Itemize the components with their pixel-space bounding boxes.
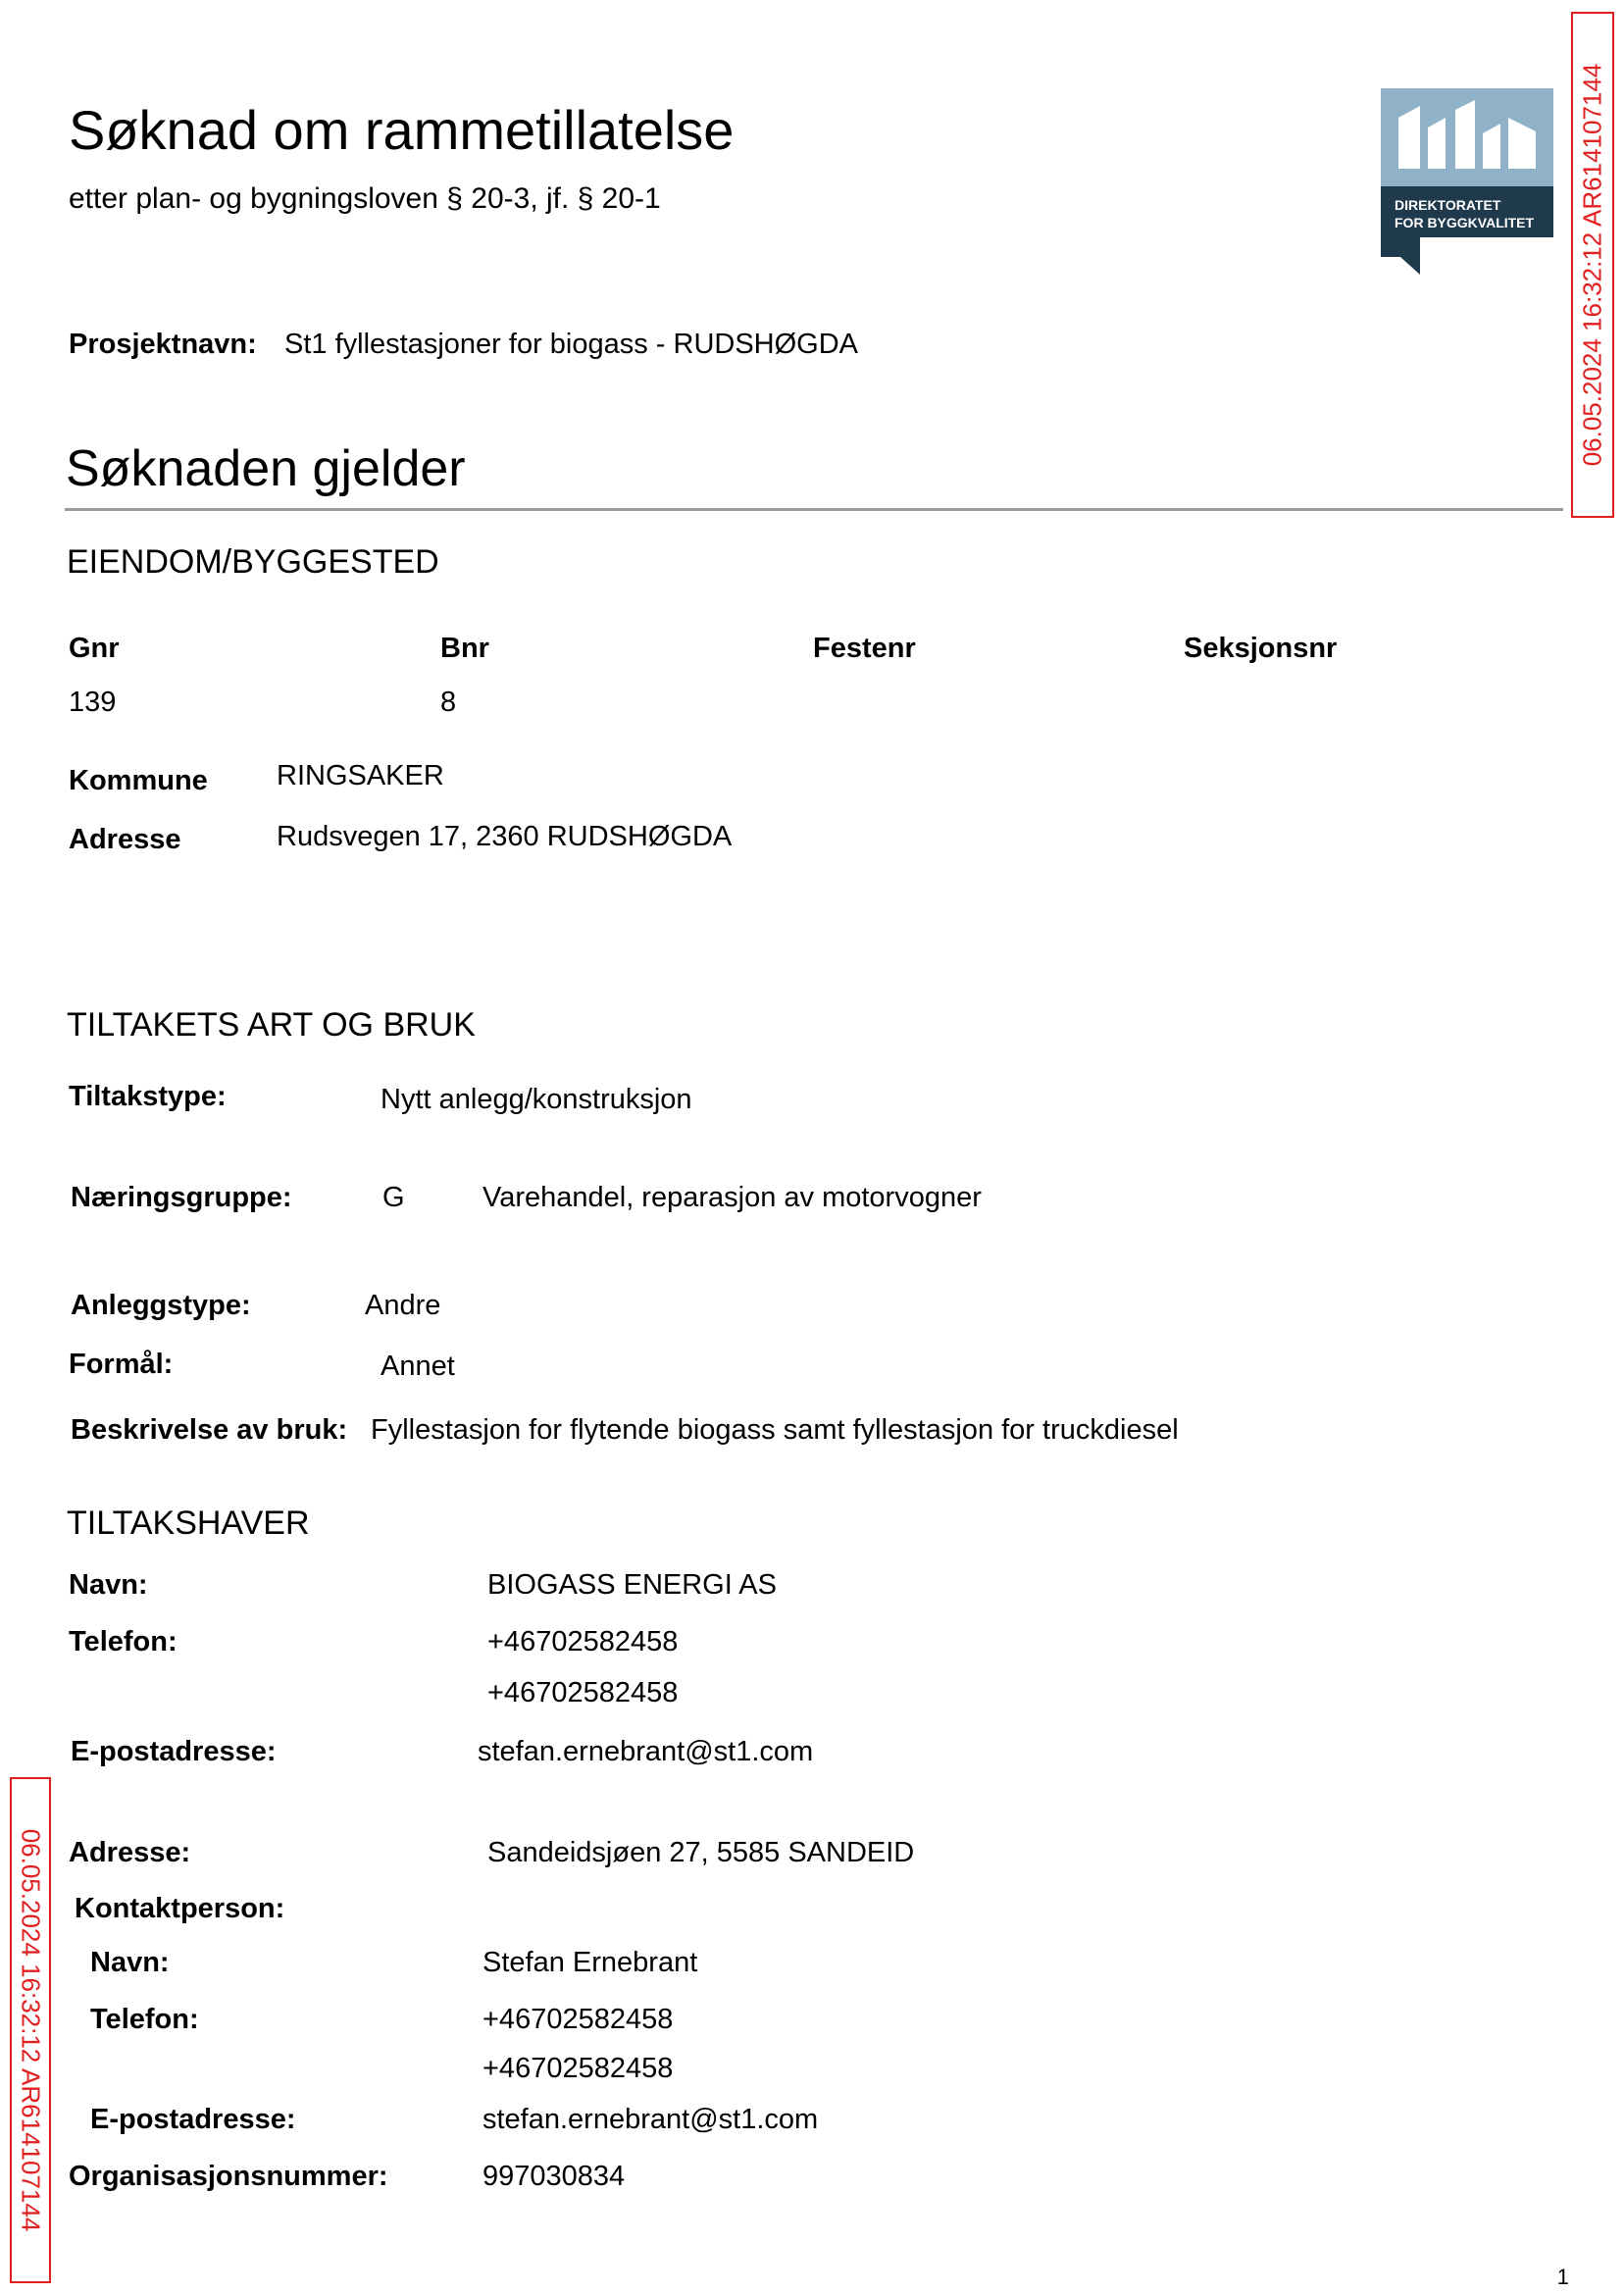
naering-code: G	[382, 1182, 405, 1213]
telefon-label: Telefon:	[69, 1626, 178, 1657]
kommune-label: Kommune	[69, 765, 208, 796]
logo-line2: FOR BYGGKVALITET	[1395, 215, 1535, 230]
tiltakstype-value: Nytt anlegg/konstruksjon	[381, 1084, 692, 1115]
navn-value: BIOGASS ENERGI AS	[487, 1569, 777, 1601]
eiendom-heading: EIENDOM/BYGGESTED	[67, 543, 439, 581]
naering-value: Varehandel, reparasjon av motorvogner	[482, 1182, 982, 1213]
epost-value: stefan.ernebrant@st1.com	[478, 1736, 814, 1767]
org-value: 997030834	[482, 2161, 626, 2192]
th-adresse-label: Adresse:	[69, 1837, 191, 1868]
kontakt-navn-value: Stefan Ernebrant	[482, 1947, 698, 1978]
page-number: 1	[1556, 2265, 1569, 2289]
kontakt-telefon-label: Telefon:	[90, 2004, 199, 2035]
navn-label: Navn:	[69, 1569, 148, 1601]
kommune-value: RINGSAKER	[277, 760, 444, 791]
kontaktperson-label: Kontaktperson:	[75, 1893, 285, 1924]
bruk-label: Beskrivelse av bruk:	[71, 1414, 348, 1446]
th-adresse-value: Sandeidsjøen 27, 5585 SANDEID	[487, 1837, 915, 1868]
bnr-value: 8	[440, 687, 457, 718]
logo-line1: DIREKTORATET	[1395, 197, 1501, 213]
project-name: St1 fyllestasjoner for biogass - RUDSHØGDA	[284, 329, 859, 360]
bruk-value: Fyllestasjon for flytende biogass samt fyllestasjon for truckdiesel	[371, 1414, 1179, 1446]
kontakt-telefon-value-1: +46702582458	[482, 2004, 674, 2035]
timestamp-stamp-top	[1571, 12, 1614, 518]
kontakt-navn-label: Navn:	[90, 1947, 170, 1978]
org-label: Organisasjonsnummer:	[69, 2161, 388, 2192]
anleggstype-label: Anleggstype:	[71, 1290, 251, 1321]
page-subtitle: etter plan- og bygningsloven § 20-3, jf. § 20-1	[69, 182, 661, 215]
naering-label: Næringsgruppe:	[71, 1182, 292, 1213]
stamp-text: 06.05.2024 16:32:12 AR614107144	[1577, 63, 1607, 467]
tiltakstype-label: Tiltakstype:	[69, 1081, 227, 1112]
page-title: Søknad om rammetillatelse	[69, 99, 735, 161]
adresse-label: Adresse	[69, 824, 181, 855]
seksjonsnr-label: Seksjonsnr	[1184, 633, 1338, 664]
gnr-value: 139	[69, 687, 117, 718]
formaal-value: Annet	[381, 1351, 455, 1382]
telefon-value-2: +46702582458	[487, 1677, 679, 1708]
telefon-value-1: +46702582458	[487, 1626, 679, 1657]
tiltakshaver-heading: TILTAKSHAVER	[67, 1504, 310, 1542]
anleggstype-value: Andre	[365, 1290, 441, 1321]
timestamp-stamp-bottom	[10, 1777, 51, 2283]
festenr-label: Festenr	[813, 633, 916, 664]
kontakt-epost-value: stefan.ernebrant@st1.com	[482, 2104, 819, 2135]
tiltak-heading: TILTAKETS ART OG BRUK	[67, 1006, 476, 1044]
epost-label: E-postadresse:	[71, 1736, 277, 1767]
kontakt-telefon-value-2: +46702582458	[482, 2053, 674, 2084]
section-divider	[65, 508, 1563, 511]
gnr-label: Gnr	[69, 633, 120, 664]
kontakt-epost-label: E-postadresse:	[90, 2104, 296, 2135]
project-label: Prosjektnavn:	[69, 329, 257, 360]
section-title: Søknaden gjelder	[66, 440, 466, 497]
stamp-text: 06.05.2024 16:32:12 AR614107144	[16, 1828, 46, 2232]
direktoratet-logo	[1381, 88, 1553, 275]
formaal-label: Formål:	[69, 1349, 174, 1380]
bnr-label: Bnr	[440, 633, 489, 664]
adresse-value: Rudsvegen 17, 2360 RUDSHØGDA	[277, 821, 733, 852]
